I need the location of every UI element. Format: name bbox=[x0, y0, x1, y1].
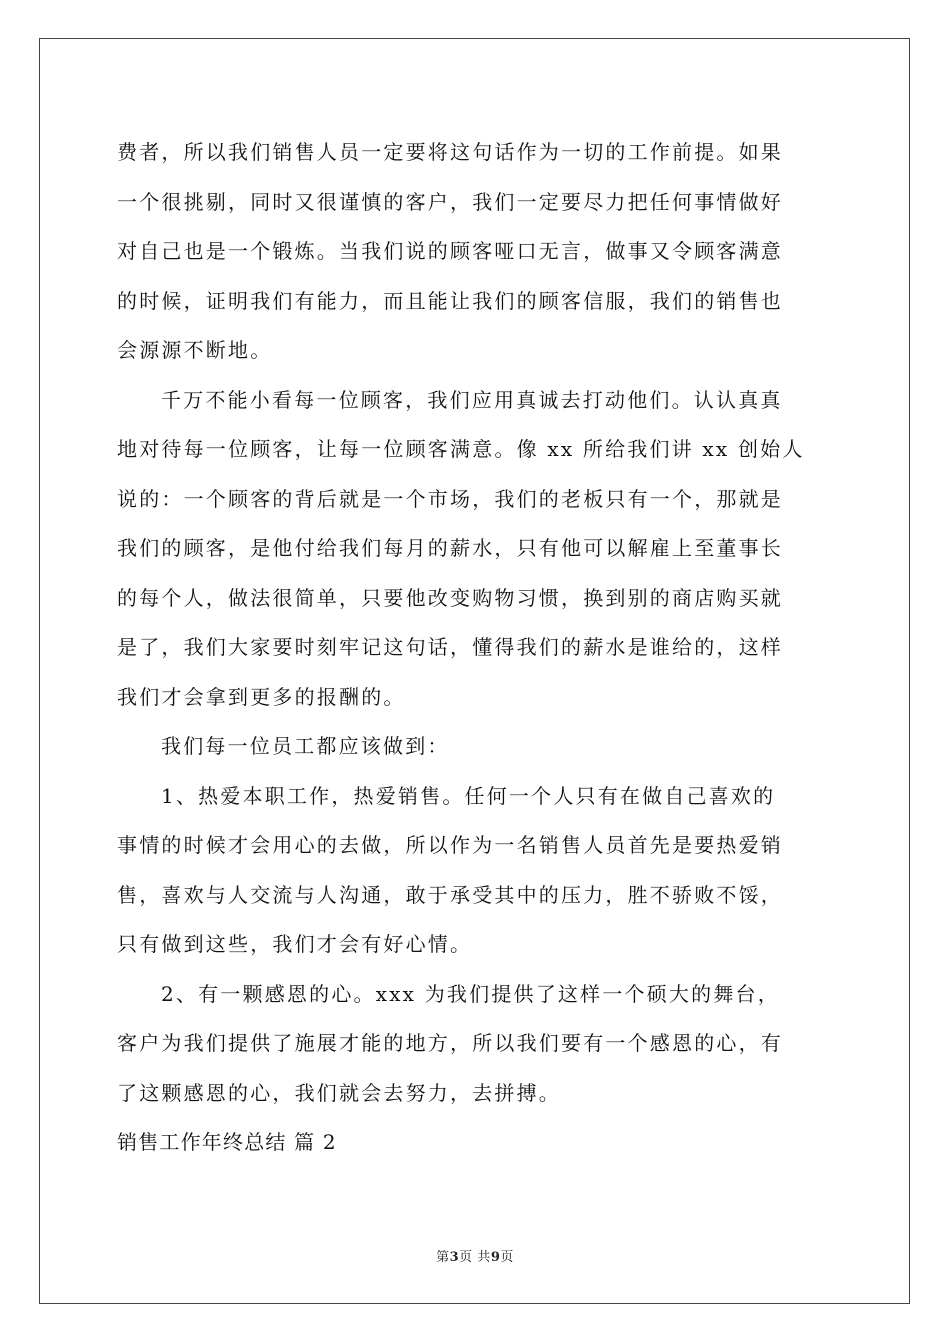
text-line: 了这颗感恩的心，我们就会去努力，去拼搏。 bbox=[117, 1080, 561, 1105]
text-line: 一个很挑剔，同时又很谨慎的客户，我们一定要尽力把任何事情做好 bbox=[117, 189, 783, 214]
text-line: 费者，所以我们销售人员一定要将这句话作为一切的工作前提。如果 bbox=[117, 140, 783, 164]
text-line: 地对待每一位顾客，让每一位顾客满意。像 xx 所给我们讲 xx 创始人 bbox=[117, 437, 805, 461]
text-line: 事情的时候才会用心的去做，所以作为一名销售人员首先是要热爱销 bbox=[117, 833, 783, 857]
text-line: 只有做到这些，我们才会有好心情。 bbox=[117, 932, 473, 956]
text-line: 的每个人，做法很简单，只要他改变购物习惯，换到别的商店购买就 bbox=[117, 585, 783, 610]
current-page-number: 3 bbox=[449, 1250, 460, 1265]
text-line: 1、热爱本职工作，热爱销售。任何一个人只有在做自己喜欢的 bbox=[161, 783, 776, 808]
total-pages-number: 9 bbox=[490, 1250, 501, 1265]
text-line: 我们每一位员工都应该做到： bbox=[161, 734, 450, 758]
text-line: 会源源不断地。 bbox=[117, 338, 273, 362]
text-line: 售，喜欢与人交流与人沟通，敢于承受其中的压力，胜不骄败不馁， bbox=[117, 882, 783, 907]
paragraph-1 bbox=[117, 128, 837, 376]
text-line: 是了，我们大家要时刻牢记这句话，懂得我们的薪水是谁给的，这样 bbox=[117, 635, 783, 659]
document-body bbox=[117, 128, 837, 1168]
page-footer bbox=[0, 1246, 950, 1265]
paragraph-4 bbox=[117, 772, 837, 970]
text-line: 说的：一个顾客的背后就是一个市场，我们的老板只有一个，那就是 bbox=[117, 486, 783, 511]
text-line: 我们的顾客，是他付给我们每月的薪水，只有他可以解雇上至董事长 bbox=[117, 536, 783, 560]
text-line: 千万不能小看每一位顾客，我们应用真诚去打动他们。认认真真 bbox=[161, 387, 783, 412]
paragraph-3 bbox=[117, 722, 837, 772]
text-line: 2、有一颗感恩的心。xxx 为我们提供了这样一个硕大的舞台， bbox=[161, 981, 780, 1006]
text-line: 我们才会拿到更多的报酬的。 bbox=[117, 684, 406, 709]
section-heading: 销售工作年终总结 篇 2 bbox=[117, 1130, 337, 1154]
paragraph-2 bbox=[117, 376, 837, 723]
footer-middle: 页 共 bbox=[459, 1250, 491, 1265]
text-line: 客户为我们提供了施展才能的地方，所以我们要有一个感恩的心，有 bbox=[117, 1031, 783, 1055]
text-line: 的时候，证明我们有能力，而且能让我们的顾客信服，我们的销售也 bbox=[117, 288, 783, 313]
paragraph-5 bbox=[117, 970, 837, 1119]
footer-suffix: 页 bbox=[500, 1250, 514, 1265]
footer-prefix: 第 bbox=[436, 1250, 450, 1265]
text-line: 对自己也是一个锻炼。当我们说的顾客哑口无言，做事又令顾客满意 bbox=[117, 239, 783, 263]
